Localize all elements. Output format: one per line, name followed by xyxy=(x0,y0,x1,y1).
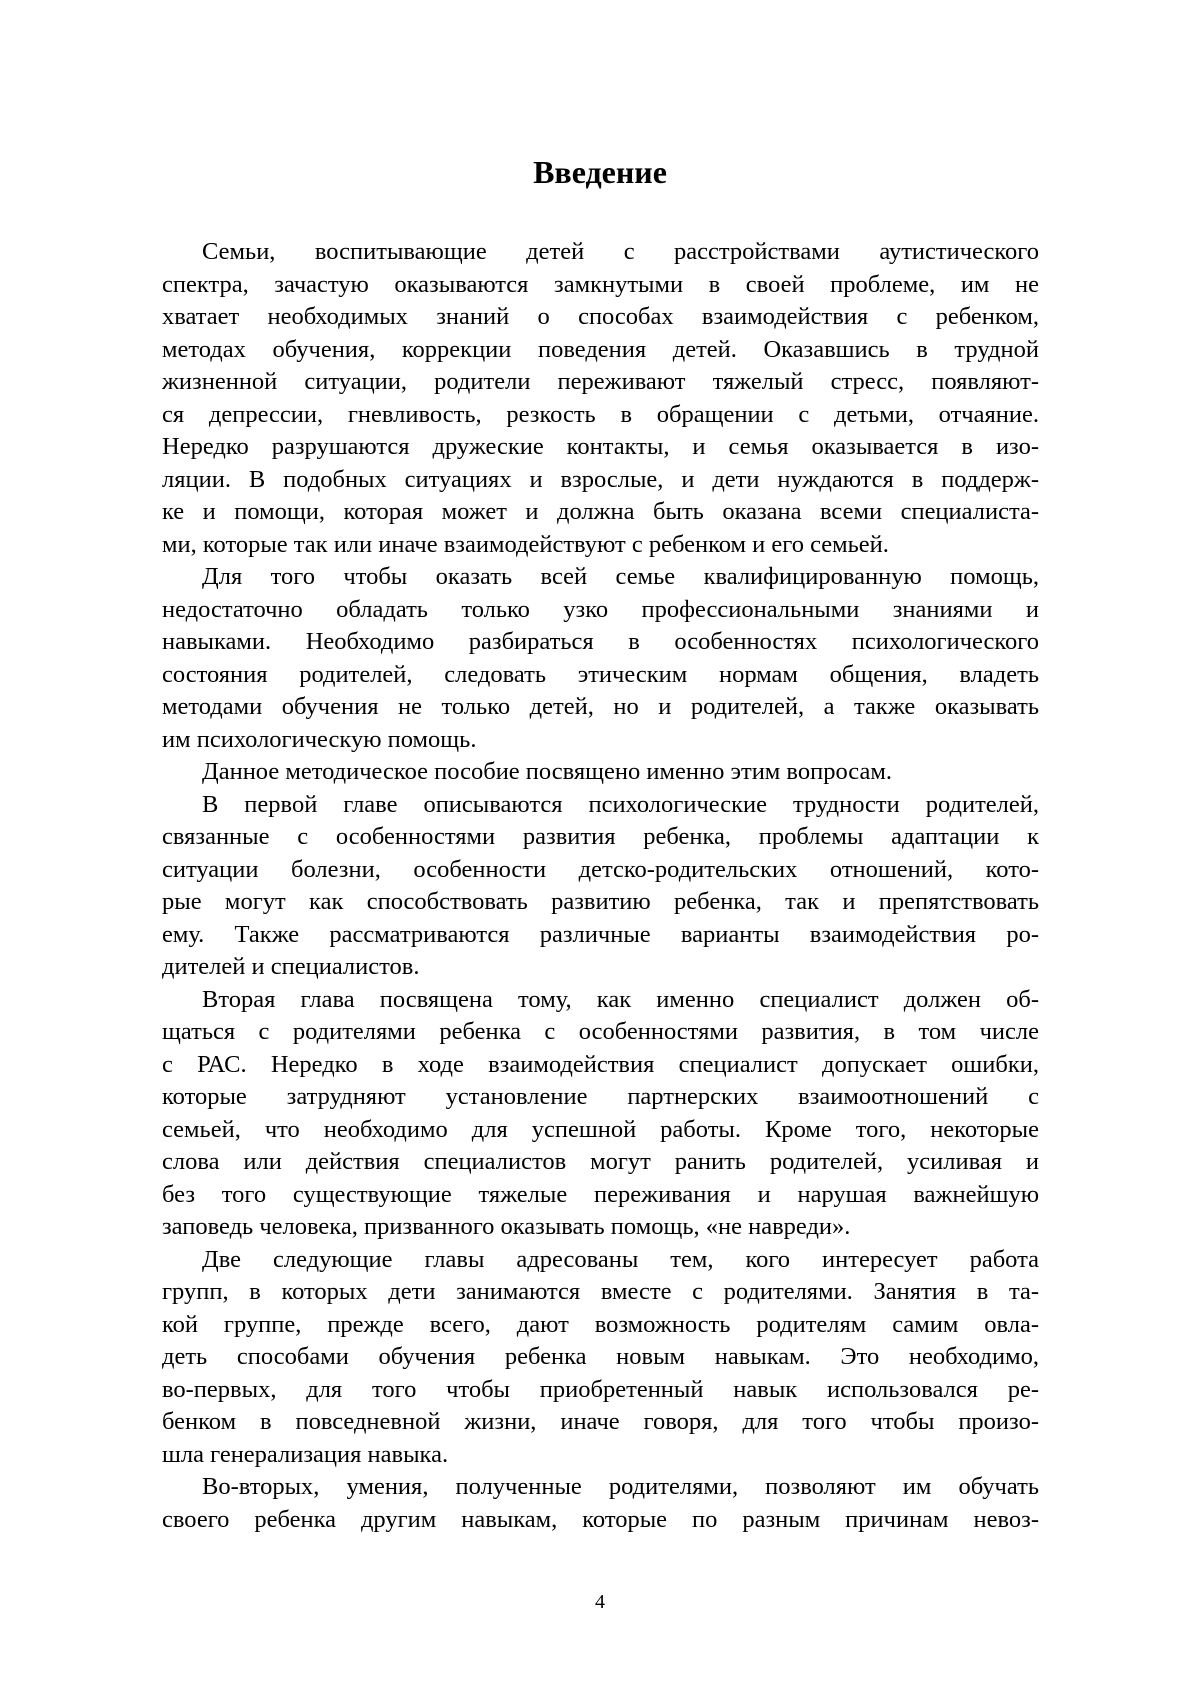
text-line: В первой главе описываются психологические трудности родителей, xyxy=(202,790,1039,818)
text-line: ми, которые так или иначе взаимодействуют с ребенком и его семьей. xyxy=(162,530,889,558)
text-line: ситуации болезни, особенности детско-родительских отношений, кото- xyxy=(162,855,1039,883)
text-line: кой группе, прежде всего, дают возможность родителям самим овла- xyxy=(162,1310,1039,1338)
paragraph xyxy=(162,236,1039,561)
text-line: ляции. В подобных ситуациях и взрослые, и дети нуждаются в поддерж- xyxy=(162,465,1039,493)
paragraph xyxy=(162,984,1039,1244)
page-number: 4 xyxy=(595,1591,605,1613)
text-line: жизненной ситуации, родители переживают тяжелый стресс, появляют- xyxy=(162,368,1039,395)
body-text xyxy=(162,236,1039,1536)
text-line: шла генерализация навыка. xyxy=(162,1440,449,1468)
text-line: Две следующие главы адресованы тем, кого интересует работа xyxy=(202,1245,1039,1273)
paragraph xyxy=(162,789,1039,984)
text-line: бенком в повседневной жизни, иначе говоря, для того чтобы произо- xyxy=(162,1408,1039,1435)
text-line: недостаточно обладать только узко профессиональными знаниями и xyxy=(162,595,1039,623)
text-line: своего ребенка другим навыкам, которые по разным причинам невоз- xyxy=(162,1505,1039,1533)
text-line: рые могут как способствовать развитию ребенка, так и препятствовать xyxy=(162,888,1039,915)
text-line: хватает необходимых знаний о способах взаимодействия с ребенком, xyxy=(162,303,1039,330)
text-line: Нередко разрушаются дружеские контакты, и семья оказывается в изо- xyxy=(162,433,1039,460)
text-line: заповедь человека, призванного оказывать помощь, «не навреди». xyxy=(162,1213,851,1240)
text-line: спектра, зачастую оказываются замкнутыми в своей проблеме, им не xyxy=(162,270,1039,298)
page-title: Введение xyxy=(533,154,667,190)
text-line: деть способами обучения ребенка новым навыкам. Это необходимо, xyxy=(162,1343,1039,1370)
paragraph xyxy=(162,756,1039,789)
text-line: которые затрудняют установление партнерских взаимоотношений с xyxy=(162,1083,1039,1110)
text-line: Для того чтобы оказать всей семье квалифицированную помощь, xyxy=(202,563,1039,590)
text-line: щаться с родителями ребенка с особенностями развития, в том числе xyxy=(162,1018,1039,1045)
paragraph xyxy=(162,1244,1039,1472)
text-line: ся депрессии, гневливость, резкость в обращении с детьми, отчаяние. xyxy=(162,400,1039,428)
text-line: им психологическую помощь. xyxy=(162,725,477,753)
text-line: ему. Также рассматриваются различные варианты взаимодействия ро- xyxy=(162,920,1039,948)
text-line: состояния родителей, следовать этическим нормам общения, владеть xyxy=(162,660,1039,688)
paragraph xyxy=(162,1471,1039,1536)
text-line: навыками. Необходимо разбираться в особенностях психологического xyxy=(162,628,1039,655)
text-line: Вторая глава посвящена тому, как именно специалист должен об- xyxy=(202,985,1039,1013)
text-line: связанные с особенностями развития ребенка, проблемы адаптации к xyxy=(162,823,1039,850)
text-line: методах обучения, коррекции поведения детей. Оказавшись в трудной xyxy=(162,335,1039,363)
text-line: во-первых, для того чтобы приобретенный навык использовался ре- xyxy=(162,1375,1039,1403)
paragraph xyxy=(162,561,1039,756)
text-line: без того существующие тяжелые переживания и нарушая важнейшую xyxy=(162,1180,1039,1208)
text-line: ке и помощи, которая может и должна быть оказана всеми специалиста- xyxy=(162,498,1039,525)
text-line: семьей, что необходимо для успешной работы. Кроме того, некоторые xyxy=(162,1115,1039,1143)
text-line: Данное методическое пособие посвящено именно этим вопросам. xyxy=(202,758,892,785)
text-line: Во-вторых, умения, полученные родителями, позволяют им обучать xyxy=(202,1473,1039,1500)
text-line: методами обучения не только детей, но и родителей, а также оказывать xyxy=(162,693,1039,720)
text-line: с РАС. Нередко в ходе взаимодействия специалист допускает ошибки, xyxy=(162,1050,1039,1078)
text-line: Семьи, воспитывающие детей с расстройствами аутистического xyxy=(202,238,1039,265)
text-line: дителей и специалистов. xyxy=(162,953,420,980)
text-line: групп, в которых дети занимаются вместе с родителями. Занятия в та- xyxy=(162,1278,1039,1305)
text-line: слова или действия специалистов могут ранить родителей, усиливая и xyxy=(162,1148,1039,1175)
